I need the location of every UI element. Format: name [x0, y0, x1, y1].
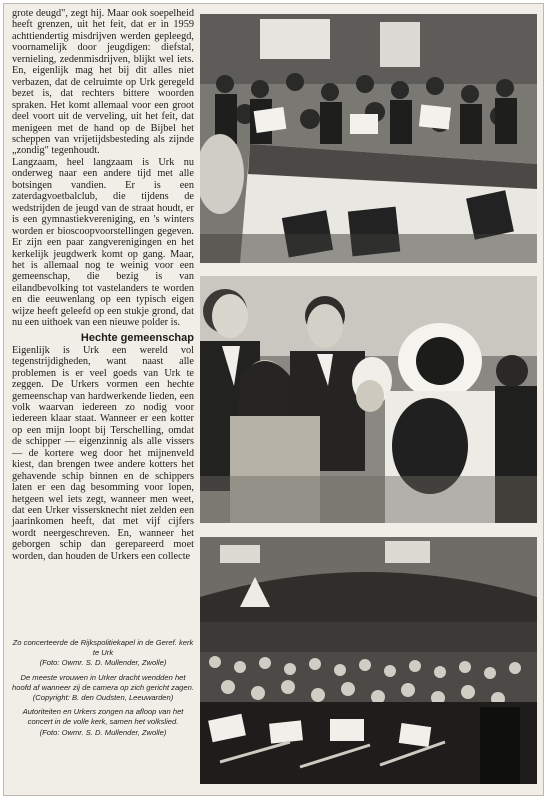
caption-1	[12, 638, 194, 669]
magazine-page	[3, 3, 544, 796]
article-column	[12, 8, 194, 562]
caption-1-credit: (Foto: Owmr. S. D. Mullender, Zwolle)	[39, 658, 167, 668]
caption-2-credit: (Copyright: B. den Oudsten, Leeuwarden)	[32, 693, 174, 703]
caption-2	[12, 673, 194, 704]
caption-3-credit: (Foto: Owmr. S. D. Mullender, Zwolle)	[39, 727, 167, 737]
photo-band-concert	[200, 14, 537, 263]
caption-2-text: De meeste vrouwen in Urker dracht wendden het hoofd af wanneer zij de camera op zich gericht zagen.	[12, 672, 194, 692]
photo-captions	[12, 638, 194, 742]
caption-3-text: Autoriteiten en Urkers zongen na afloop van het concert in de volle kerk, samen het volkslied.	[22, 707, 184, 727]
section-heading: Hechte gemeenschap	[80, 331, 194, 344]
article-paragraph-2: Langzaam, heel langzaam is Urk nu onderweg naar een andere tijd met alle botsingen vandien. Er is een zaterdagvoetbalclub, die tijdens de wedstrijden de jeugd van de straat houdt, er is een gymnastiekvereniging, en 's winters worden er bioscoopvoorstellingen gegeven. Er zijn een paar zangverenigingen en het kerkelijk jeugdwerk komt op gang. Maar, het is allemaal nog te weinig voor een gemeenschap, die bezig is van eilandbevolking tot vastelanders te worden en die eeuwenlang op een typisch eigen wijze heeft geleefd op een stukje grond, dat nu een uithoek van een nieuwe polder is.	[12, 156, 194, 329]
photo-church-audience	[200, 537, 537, 784]
photo-traditional-dress	[200, 276, 537, 523]
article-paragraph-3: Eigenlijk is Urk een wereld vol tegenstrijdigheden, want naast alle problemen is er veel goeds van Urk te zeggen. De Urkers vormen een hechte gemeenschap van hardwerkende lieden, een volk waarvan iedereen zo nodig voor iedereen klaar staat. Wanneer er een kotter op een mijn loopt bij Terschelling, omdat de schipper — eigenzinnig als alle vissers — de kortere weg door het mijnenveld kiest, dan brengen twee andere kotters het gehavende schip binnen en de schippers laten er een dag besomming voor lopen, hetgeen wel iets zegt, wanneer men weet, dat een Urker vissersknecht niet zelden een jaarinkomen heeft, dat met vijf cijfers wordt neergeschreven. En, wanneer het geborgen schip dan gerepareerd moet worden, dan houden de Urkers een collecte	[12, 344, 194, 562]
caption-3	[12, 707, 194, 738]
caption-1-text: Zo concerteerde de Rijkspolitiekapel in de Geref. kerk te Urk	[12, 638, 194, 658]
article-paragraph-1: grote deugd", zegt hij. Maar ook soepelheid heeft grenzen, uit het feit, dat er in 1959 achttiendertig misdrijven werden gepleegd, voornamelijk door jeugdigen: diefstal, vernieling, zedenmisdrijven, blijkt wel iets. En, eigenlijk mag het bij dit alles niet verbazen, dat de celruimte op Urk geregeld bezet is, dat rechters bittere woorden spraken. Het komt allemaal voor een groot deel voort uit de verveling, uit het feit, dat menigeen met de hand op de Bijbel het scheppen van vrijetijdsbesteding als zijnde „zondig" tegenhoudt.	[12, 8, 194, 157]
